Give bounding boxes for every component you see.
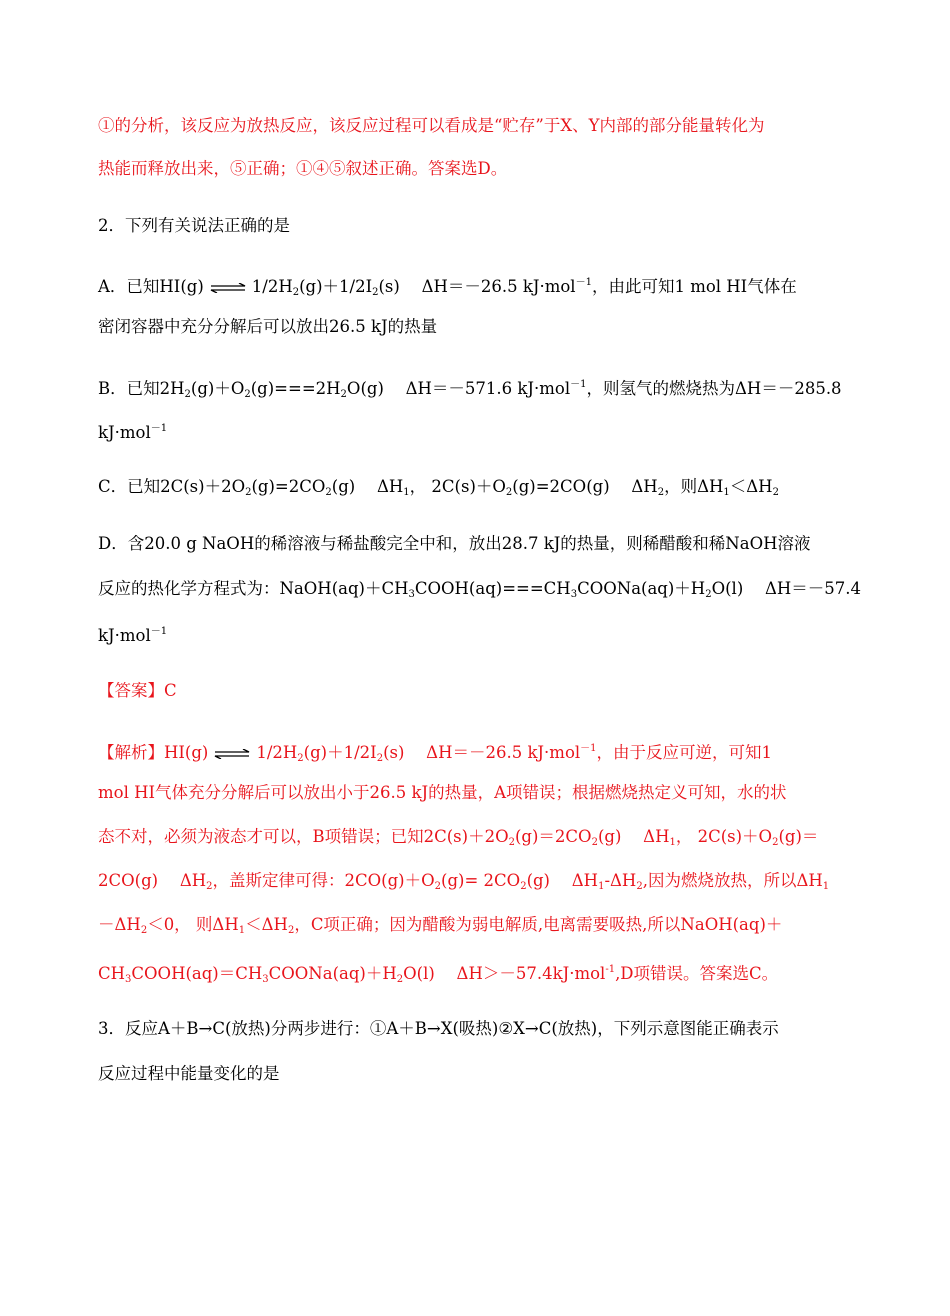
q2-analysis-line4: 2CO(g) $\Delta H_2$，盖斯定律可得：$2CO(g)+O_2(g)= 2CO_2(g)$ $\Delta H_1-\Delta H_2$,因为燃烧放热，所以$\Delta H_1$ [98, 871, 830, 892]
q2-analysis-line5: $-\Delta H_2<0$， 则$\Delta H_1<\Delta H_2$，C项正确；因为醋酸为弱电解质,电离需要吸热,所以NaOH(aq)＋ [98, 915, 783, 936]
q2-option-b: B．已知$2H_2(g)+O_2(g)===2H_2O(g)$ ΔH＝－571.6 kJ·mol$^{-1}$，则氢气的燃烧热为ΔH＝－285.8 [98, 379, 842, 400]
q2-option-d-line3: kJ·mol$^{-1}$ [98, 626, 168, 645]
q2-option-b-line2: kJ·mol$^{-1}$ [98, 423, 168, 442]
q3-stem-line1: 3．反应A＋B→C(放热)分两步进行：①A＋B→X(吸热)②X→C(放热)，下列示意图能正确表示 [98, 1019, 779, 1038]
q3-stem-line2: 反应过程中能量变化的是 [98, 1064, 280, 1083]
q2-analysis-line1: 【解析】HI(g) $1/2H_2(g)+1/2I_2(s)$ ΔH＝－26.5 kJ·mol$^{-1}$，由于反应可逆，可知1 [98, 743, 773, 764]
q2-option-a: A．已知HI(g) $1/2H_2(g)+1/2I_2(s)$ ΔH＝－26.5 kJ·mol$^{-1}$，由此可知1 mol HI气体在 [98, 277, 797, 298]
q2-option-d-line2: 反应的热化学方程式为：$NaOH(aq)+CH_3COOH(aq)===CH_3COONa(aq)+H_2O(l)$ ΔH＝－57.4 [98, 579, 862, 600]
q2-option-d-line1: D．含20.0 g NaOH的稀溶液与稀盐酸完全中和，放出28.7 kJ的热量，则稀醋酸和稀NaOH溶液 [98, 534, 811, 553]
q2-analysis-line2: mol HI气体充分分解后可以放出小于26.5 kJ的热量，A项错误；根据燃烧热定义可知，水的状 [98, 783, 787, 802]
q2-option-c: C．已知$2C(s)+2O_2(g)=2CO_2(g)$ $\Delta H_1$， $2C(s)+O_2(g)=2CO(g)$ $\Delta H_2$，则$\Delta H_1<\Delta H_2$ [98, 477, 779, 498]
q2-stem: 2．下列有关说法正确的是 [98, 216, 290, 235]
prev-analysis-line1: ①的分析，该反应为放热反应，该反应过程可以看成是“贮存”于X、Y内部的部分能量转化为 [98, 116, 765, 135]
q2-analysis-line3: 态不对，必须为液态才可以，B项错误；已知$2C(s)+2O_2(g)=2CO_2(g)$ $\Delta H_1$， $2C(s)+O_2(g)=$ [98, 827, 819, 848]
q2-analysis-line6: $CH_3COOH(aq)=CH_3COONa(aq)+H_2O(l)$ ΔH＞－57.4kJ·mol$^{-1}$,D项错误。答案选C。 [98, 964, 779, 985]
q2-answer: 【答案】C [98, 681, 177, 700]
equilibrium-arrow-icon [214, 749, 250, 759]
equilibrium-arrow-icon [210, 283, 246, 293]
prev-analysis-line2: 热能而释放出来，⑤正确；①④⑤叙述正确。答案选D。 [98, 159, 508, 178]
q2-option-a-line2: 密闭容器中充分分解后可以放出26.5 kJ的热量 [98, 317, 438, 336]
